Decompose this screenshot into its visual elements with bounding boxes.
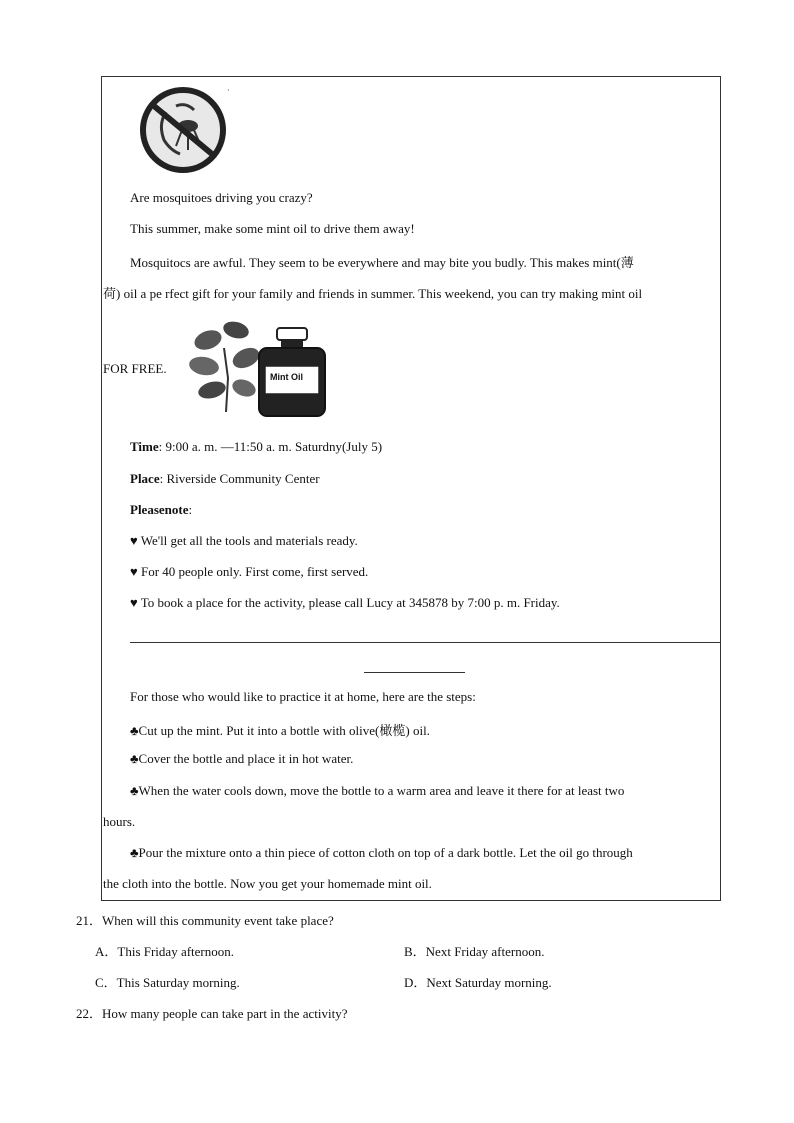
question-21: 21．When will this community event take place? — [76, 913, 334, 928]
section-divider — [130, 642, 721, 643]
bottle-label: Mint Oil — [270, 372, 303, 382]
ad-paragraph-line: FOR FREE. — [103, 361, 167, 376]
note-item: ♥ For 40 people only. First come, first served. — [130, 564, 369, 579]
place-line — [130, 471, 320, 487]
step-item: ♣When the water cools down, move the bottle to a warm area and leave it there for at least two — [130, 783, 625, 798]
note-label: Pleasenote — [130, 502, 189, 517]
dot-mark: · — [227, 86, 230, 95]
option-c[interactable]: C．This Saturday morning. — [95, 975, 240, 990]
option-a[interactable]: A．This Friday afternoon. — [95, 944, 235, 959]
step-item: ♣Pour the mixture onto a thin piece of cotton cloth on top of a dark bottle. Let the oil go through — [130, 845, 633, 860]
note-item: ♥ To book a place for the activity, please call Lucy at 345878 by 7:00 p. m. Friday. — [130, 595, 560, 610]
steps-intro: For those who would like to practice it at home, here are the steps: — [130, 689, 476, 704]
note-colon: : — [188, 502, 193, 517]
note-item: ♥ We'll get all the tools and materials ready. — [130, 533, 358, 548]
question-22: 22．How many people can take part in the activity? — [76, 1006, 348, 1021]
time-value: : 9:00 a. m. —11:50 a. m. Saturdny(July 5) — [158, 439, 383, 454]
note-heading — [130, 502, 192, 518]
ad-paragraph-line: 荷) oil a pe rfect gift for your family and friends in summer. This weekend, you can try making mint oil — [103, 286, 643, 301]
title-blank — [364, 672, 465, 673]
option-d[interactable]: D．Next Saturday morning. — [404, 975, 552, 990]
mint-plant-icon — [186, 318, 266, 414]
step-item-continued: the cloth into the bottle. Now you get your homemade mint oil. — [103, 876, 432, 891]
step-item-continued: hours. — [103, 814, 136, 829]
place-value: : Riverside Community Center — [159, 471, 320, 486]
step-item: ♣Cut up the mint. Put it into a bottle with olive(橄榄) oil. — [130, 723, 430, 738]
ad-headline: Are mosquitoes driving you crazy? — [130, 190, 313, 205]
no-mosquito-icon — [136, 84, 232, 176]
place-label: Place — [130, 471, 160, 486]
option-b[interactable]: B．Next Friday afternoon. — [404, 944, 545, 959]
time-label: Time — [130, 439, 159, 454]
ad-subheadline: This summer, make some mint oil to drive them away! — [130, 221, 415, 236]
step-item: ♣Cover the bottle and place it in hot water. — [130, 751, 354, 766]
ad-paragraph-line: Mosquitocs are awful. They seem to be everywhere and may bite you budly. This makes mint(薄 — [130, 255, 634, 270]
time-line — [130, 439, 382, 455]
